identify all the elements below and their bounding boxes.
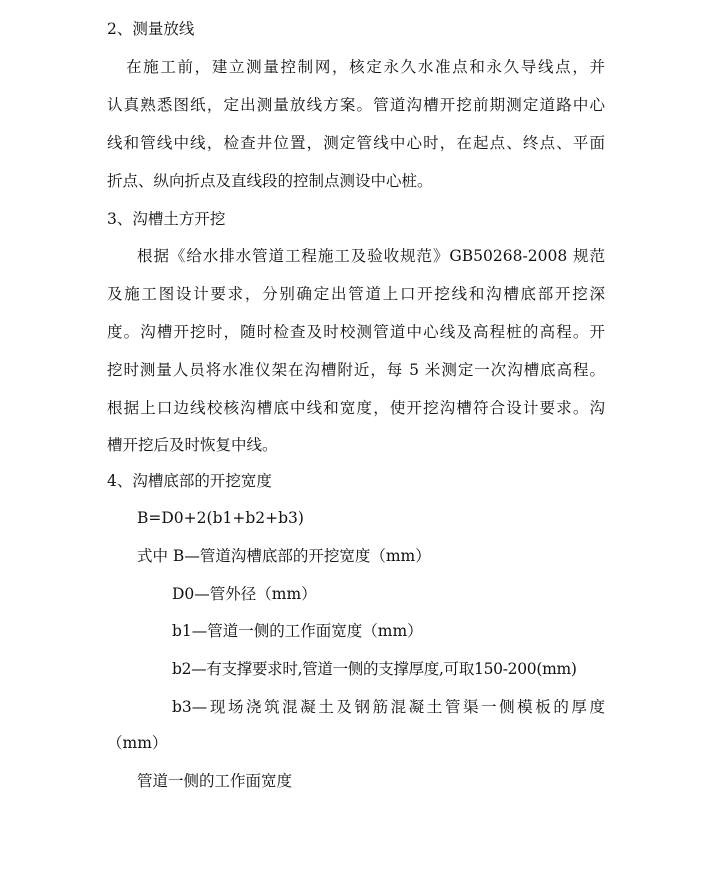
section-3-heading: 3、沟槽土方开挖: [107, 210, 226, 228]
definition-d0: D0—管外径（mm）: [172, 585, 317, 603]
formula-where: 式中 B—管道沟槽底部的开挖宽度（mm）: [137, 547, 431, 565]
section-3-line-3: 度。沟槽开挖时，随时检查及时校测管道中心线及高程桩的高程。开: [107, 323, 605, 341]
section-2-line-1: 在施工前，建立测量控制网，核定永久水准点和永久导线点，并: [126, 58, 605, 76]
section-3-line-2: 及施工图设计要求，分别确定出管道上口开挖线和沟槽底部开挖深: [107, 285, 605, 303]
definition-b3-unit: （mm）: [107, 734, 168, 752]
definition-b3: b3—现场浇筑混凝土及钢筋混凝土管渠一侧模板的厚度: [172, 698, 605, 716]
definition-b2: b2—有支撑要求时,管道一侧的支撑厚度,可取150-200(mm): [172, 660, 577, 678]
section-2-line-4: 折点、纵向折点及直线段的控制点测设中心桩。: [107, 172, 433, 190]
formula: B=D0+2(b1+b2+b3): [137, 509, 304, 527]
section-2-line-2: 认真熟悉图纸，定出测量放线方案。管道沟槽开挖前期测定道路中心: [107, 96, 605, 114]
section-2-heading: 2、测量放线: [107, 20, 195, 38]
section-3-line-5: 根据上口边线校核沟槽底中线和宽度，使开挖沟槽符合设计要求。沟: [107, 399, 605, 417]
section-3-line-4: 挖时测量人员将水准仪架在沟槽附近，每 5 米测定一次沟槽底高程。: [107, 361, 605, 379]
section-4-last-line: 管道一侧的工作面宽度: [137, 772, 293, 790]
section-2-line-3: 线和管线中线，检查井位置，测定管线中心时，在起点、终点、平面: [107, 134, 605, 152]
section-3-line-1: 根据《给水排水管道工程施工及验收规范》GB50268-2008 规范: [137, 247, 605, 265]
definition-b1: b1—管道一侧的工作面宽度（mm）: [172, 622, 423, 640]
section-4-heading: 4、沟槽底部的开挖宽度: [107, 472, 272, 490]
section-3-line-6: 槽开挖后及时恢复中线。: [107, 436, 278, 454]
